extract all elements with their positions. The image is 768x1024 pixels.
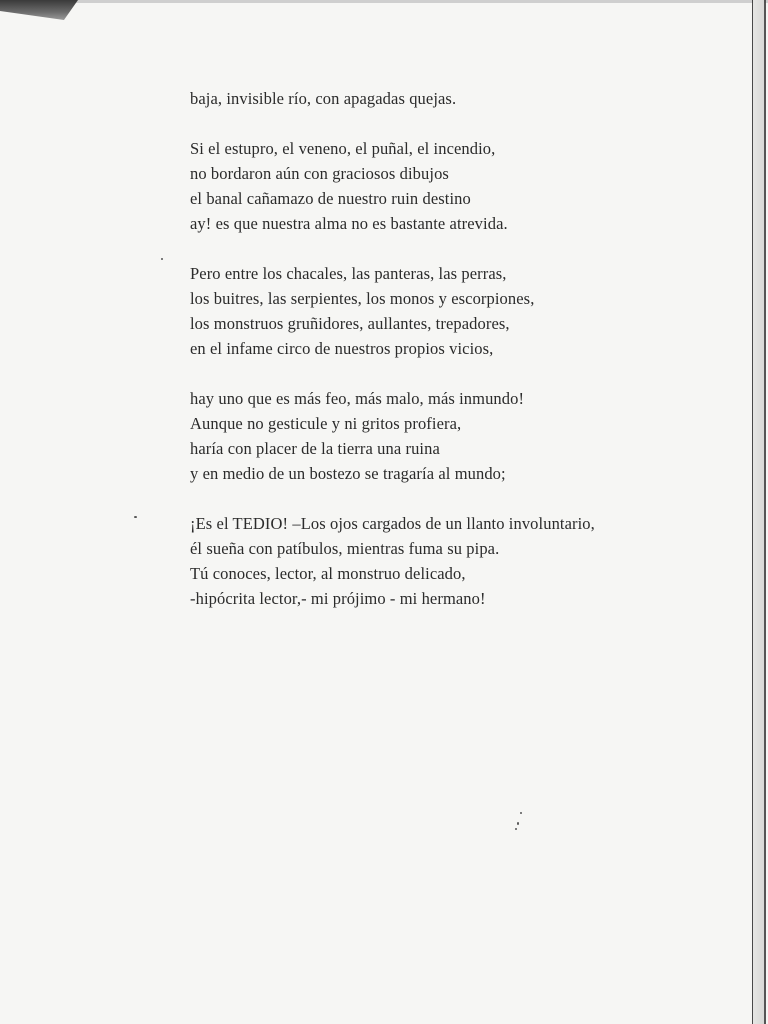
poem-line: ay! es que nuestra alma no es bastante atrevida. (190, 214, 508, 233)
scan-speck (520, 812, 522, 814)
poem-line: en el infame circo de nuestros propios vicios, (190, 339, 494, 358)
poem-line: Aunque no gesticule y ni gritos profiera, (190, 414, 462, 433)
scan-speck (517, 822, 519, 825)
poem-line: -hipócrita lector,- mi prójimo - mi hermano! (190, 589, 486, 608)
poem-line: el banal cañamazo de nuestro ruin destino (190, 189, 471, 208)
stanza (190, 86, 730, 111)
poem-line: no bordaron aún con graciosos dibujos (190, 164, 449, 183)
poem-line: haría con placer de la tierra una ruina (190, 439, 440, 458)
poem-line: los buitres, las serpientes, los monos y escorpiones, (190, 289, 535, 308)
stanza (190, 136, 730, 236)
stanza (190, 511, 730, 611)
poem-text (190, 86, 730, 636)
scan-top-edge (60, 0, 768, 3)
binding-shadow (753, 0, 764, 1024)
poem-line: los monstruos gruñidores, aullantes, trepadores, (190, 314, 510, 333)
scan-corner-artifact (0, 0, 78, 20)
poem-line: y en medio de un bostezo se tragaría al mundo; (190, 464, 506, 483)
poem-line: Tú conoces, lector, al monstruo delicado, (190, 564, 466, 583)
page-edge-line (752, 0, 753, 1024)
poem-line: él sueña con patíbulos, mientras fuma su pipa. (190, 539, 500, 558)
scan-speck (134, 516, 137, 518)
poem-line: Pero entre los chacales, las panteras, las perras, (190, 264, 507, 283)
stanza (190, 386, 730, 486)
poem-line: ¡Es el TEDIO! –Los ojos cargados de un llanto involuntario, (190, 514, 595, 533)
poem-line: hay uno que es más feo, más malo, más inmundo! (190, 389, 525, 408)
poem-line: Si el estupro, el veneno, el puñal, el incendio, (190, 139, 496, 158)
scan-speck (161, 258, 163, 260)
poem-line: baja, invisible río, con apagadas quejas. (190, 89, 457, 108)
scan-speck (515, 828, 517, 830)
page-edge-line (764, 0, 766, 1024)
stanza (190, 261, 730, 361)
